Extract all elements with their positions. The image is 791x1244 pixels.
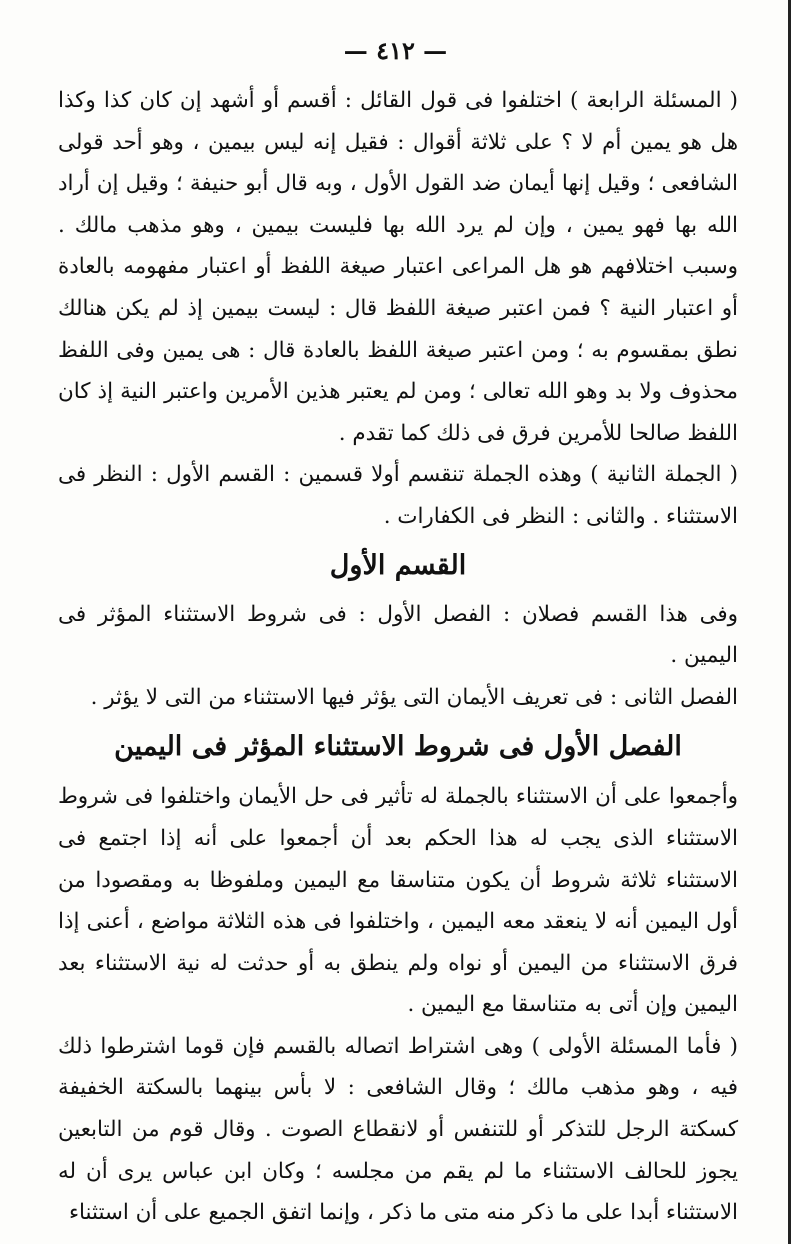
paragraph-second-chapter: الفصل الثانى : فى تعريف الأيمان التى يؤثر فيها الاستثناء من التى لا يؤثر . [90, 684, 738, 710]
section-heading-first-part: القسم الأول [329, 549, 467, 581]
paragraph-second-section: ( الجملة الثانية ) وهذه الجملة تنقسم أولا قسمين : القسم الأول : النظر فى الاستثناء . والثانى : النظر فى الكفارات . [58, 462, 738, 529]
paragraph-fourth-question: ( المسئلة الرابعة ) اختلفوا فى قول القائل : أقسم أو أشهد إن كان كذا وكذا هل هو يمين أم لا ؟ على ثلاثة أقوال : فقيل إنه ليس بيمين ، وهو أحد قولى الشافعى ؛ وقيل إنها أيمان ضد القول الأول ، وبه قال أبو حنيفة ؛ وقيل إن أراد الله بها فهو يمين ، وإن لم يرد الله بها فليست بيمين ، وهو مذهب مالك . وسبب اختلافهم هو هل المراعى اعتبار صيغة اللفظ أو اعتبار مفهومه بالعادة أو اعتبار النية ؟ فمن اعتبر صيغة اللفظ قال : ليست بيمين إذ لم يكن هنالك نطق بمقسوم به ؛ ومن اعتبر صيغة اللفظ بالعادة قال : هى يمين وفى اللفظ محذوف ولا بد وهو الله تعالى ؛ ومن لم يعتبر هذين الأمرين واعتبر النية إذ كان اللفظ صالحا للأمرين فرق فى ذلك كما تقدم . [58, 88, 738, 446]
paragraph-chapters-intro: وفى هذا القسم فصلان : الفصل الأول : فى شروط الاستثناء المؤثر فى اليمين . [58, 601, 738, 669]
paragraph-consensus: وأجمعوا على أن الاستثناء بالجملة له تأثير فى حل الأيمان واختلفوا فى شروط الاستثناء الذى يجب له هذا الحكم بعد أن أجمعوا على أنه إذا اجتمع فى الاستثناء ثلاثة شروط أن يكون متناسقا مع اليمين وملفوظا به ومقصودا من أول اليمين أنه لا ينعقد معه اليمين ، واختلفوا فى هذه الثلاثة مواضع ، أعنى إذا فرق الاستثناء من اليمين أو نواه ولم ينطق به أو حدثت له نية الاستثناء بعد اليمين وإن أتى به متناسقا مع اليمين . [58, 784, 738, 1018]
paragraph-first-question: ( فأما المسئلة الأولى ) وهى اشتراط اتصاله بالقسم فإن قوما اشترطوا ذلك فيه ، وهو مذهب مالك ؛ وقال الشافعى : لا بأس بينهما بالسكتة الخفيفة كسكتة الرجل للتذكر أو للتنفس أو لانقطاع الصوت . وقال قوم من التابعين يجوز للحالف الاستثناء ما لم يقم من مجلسه ؛ وكان ابن عباس يرى أن له الاستثناء أبدا على ما ذكر منه متى ما ذكر ، وإنما اتفق الجميع على أن استثناء [58, 1033, 738, 1226]
chapter-heading-first-chapter: الفصل الأول فى شروط الاستثناء المؤثر فى اليمين [114, 731, 682, 763]
page-number: — ٤١٢ — [343, 36, 448, 65]
page-body [58, 80, 738, 1234]
